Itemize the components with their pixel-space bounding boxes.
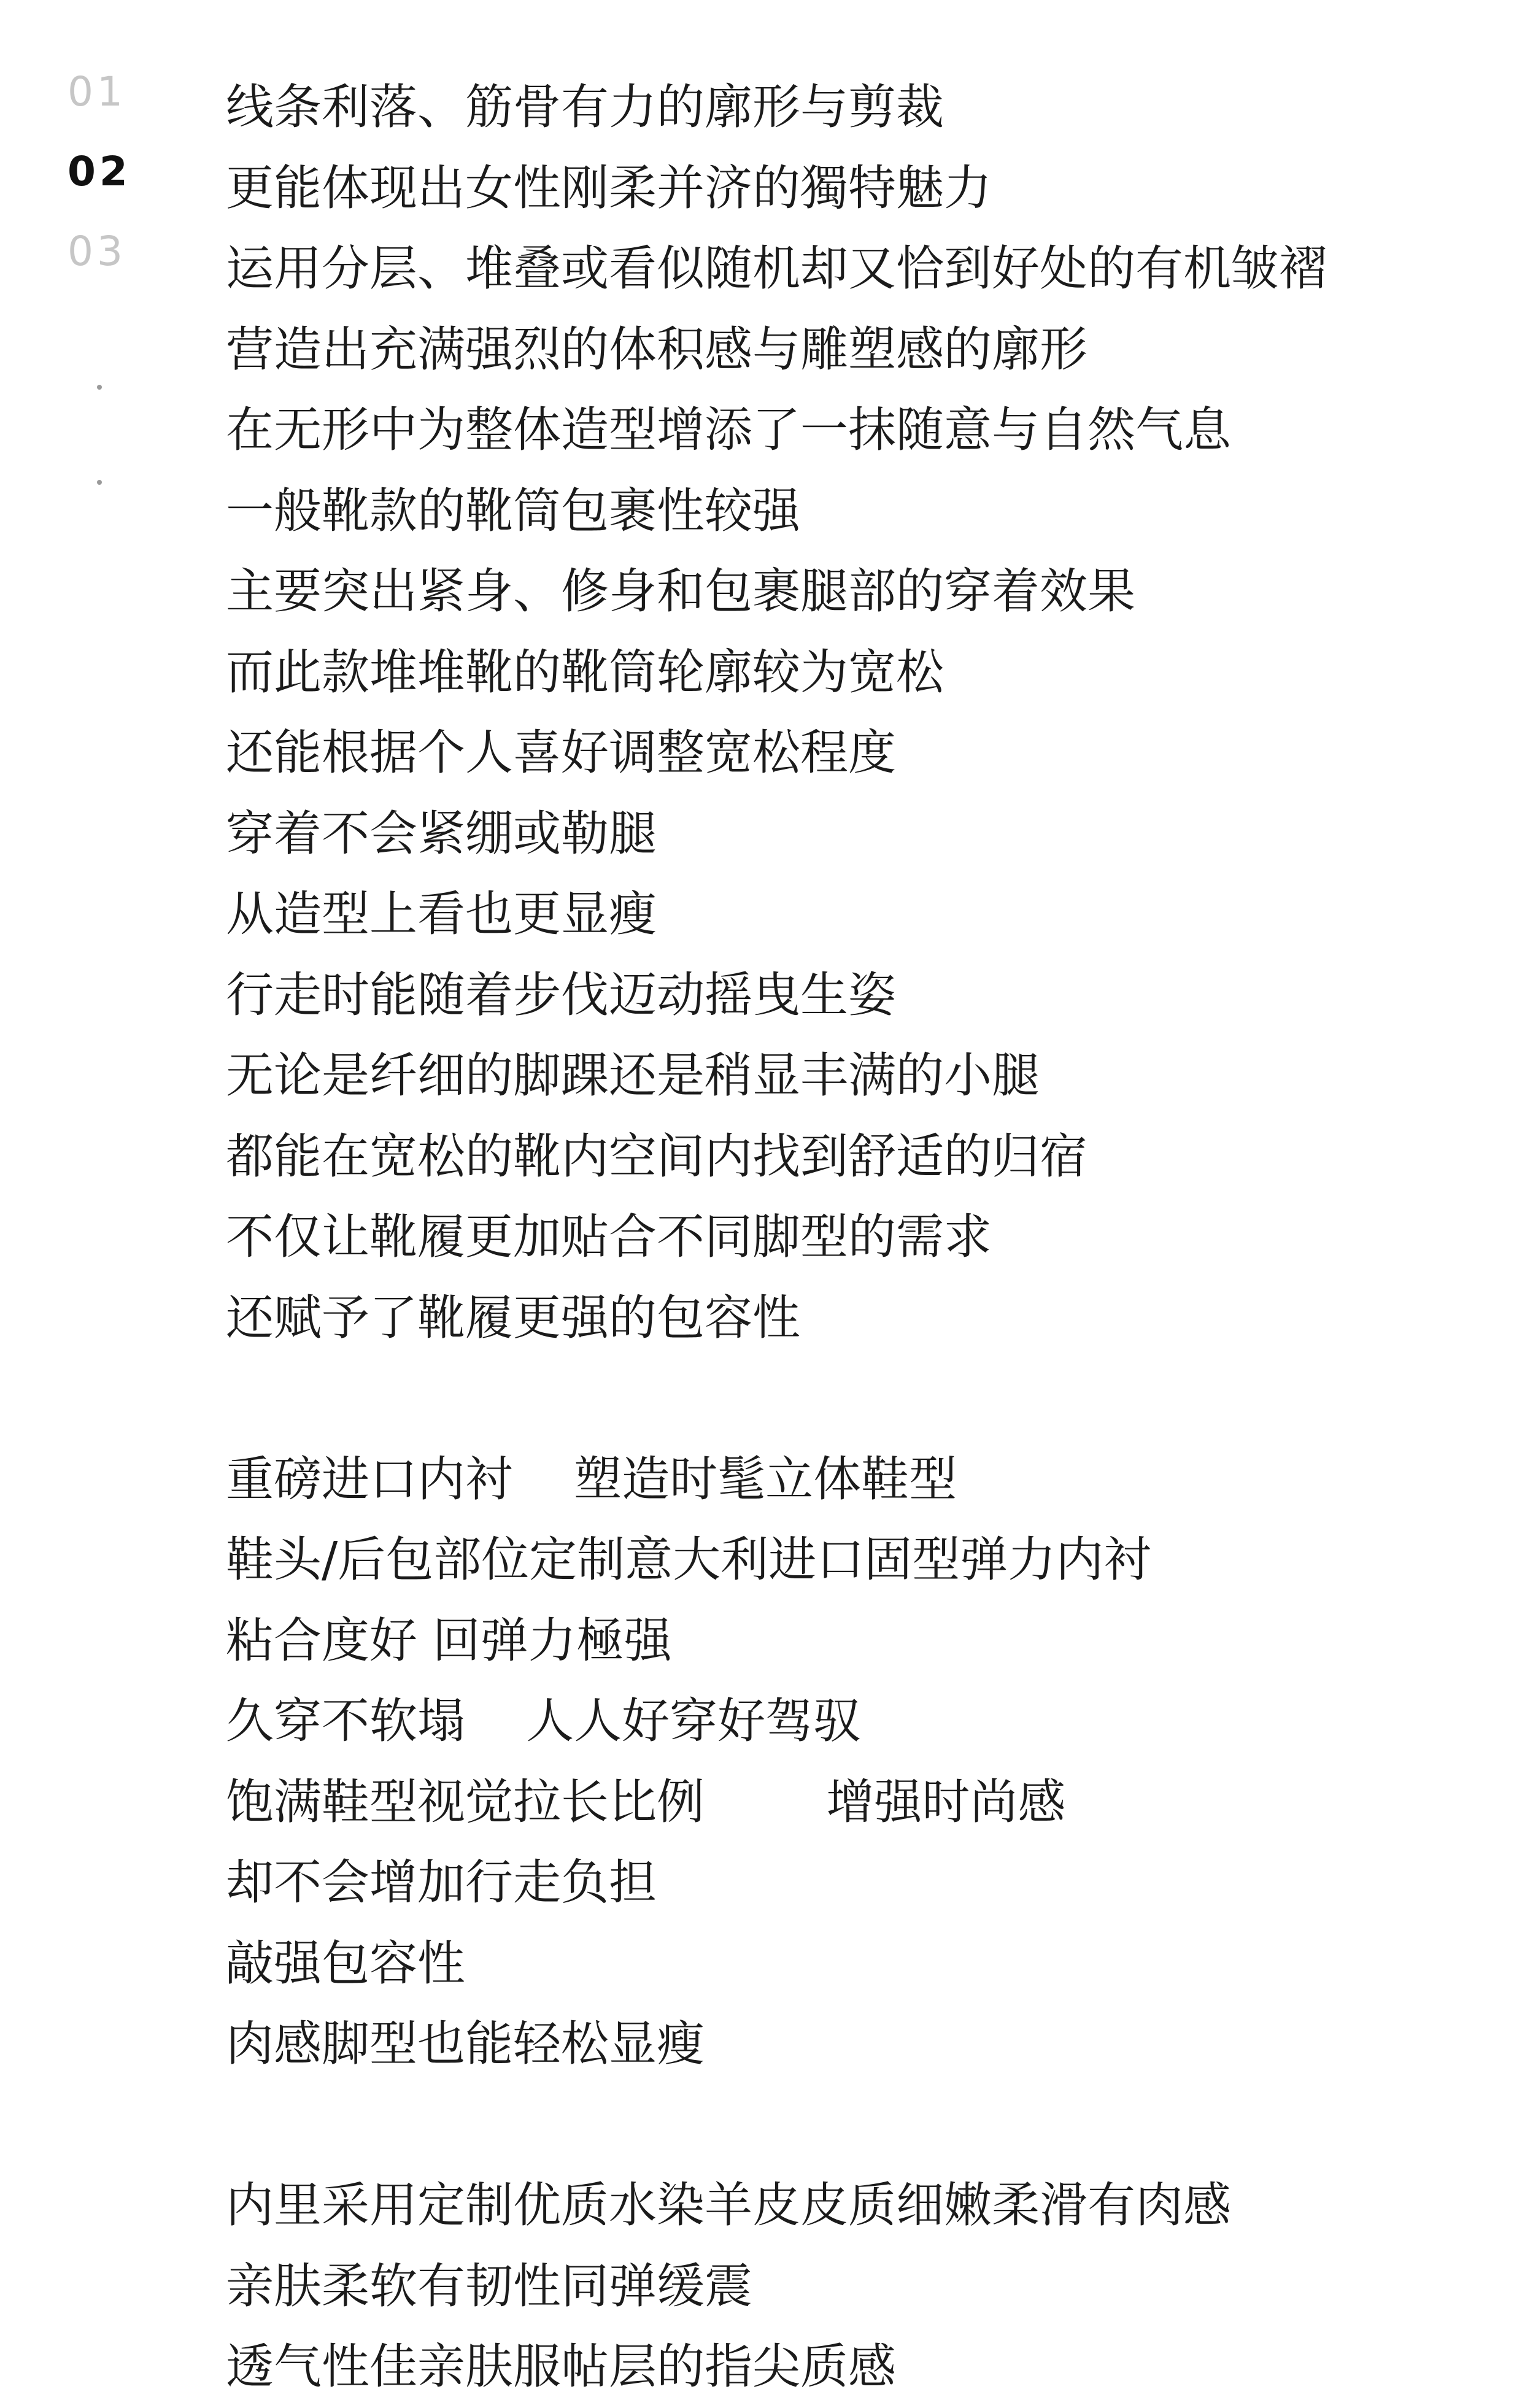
more-indicator-dot [97, 480, 102, 485]
text-line: 饱满鞋型视觉拉长比例 增强时尚感 [226, 1774, 1066, 1830]
text-line: 不仅让靴履更加贴合不同脚型的需求 [226, 1210, 992, 1265]
text-line: 久穿不软塌 人人好穿好驾驭 [226, 1694, 862, 1749]
text-line: 敲强包容性 [226, 1935, 466, 1991]
text-line: 内里采用定制优质水染羊皮皮质细嫩柔滑有肉感 [226, 2178, 1232, 2233]
text-line: 都能在宽松的靴内空间内找到舒适的归宿 [226, 1129, 1088, 1184]
text-line: 从造型上看也更显瘦 [226, 887, 657, 942]
index-marker-03[interactable]: 03 [68, 228, 126, 275]
text-line: 主要突出紧身、修身和包裹腿部的穿着效果 [226, 564, 1136, 619]
text-line: 重磅进口内衬 塑造时髦立体鞋型 [226, 1451, 957, 1507]
text-line: 线条利落、筋骨有力的廓形与剪裁 [226, 80, 944, 135]
text-line: 在无形中为整体造型增添了一抹随意与自然气息 [226, 403, 1232, 458]
paragraph-spacer [226, 2085, 1478, 2166]
text-line: 无论是纤细的脚踝还是稍显丰满的小腿 [226, 1048, 1040, 1103]
text-line: 穿着不会紧绷或勒腿 [226, 806, 657, 862]
text-line: 营造出充满强烈的体积感与雕塑感的廓形 [226, 322, 1088, 377]
text-line: 肉感脚型也能轻松显瘦 [226, 2016, 705, 2072]
paragraph-spacer [226, 1359, 1478, 1440]
more-indicator-dot [97, 385, 102, 390]
text-line: 运用分层、堆叠或看似随机却又恰到好处的有机皱褶 [226, 241, 1327, 296]
text-line: 而此款堆堆靴的靴筒轮廓较为宽松 [226, 644, 944, 700]
text-line: 行走时能随着步伐迈动摇曳生姿 [226, 967, 897, 1023]
text-line: 鞋头/后包部位定制意大利进口固型弹力内衬 [226, 1532, 1152, 1588]
text-line: 还能根据个人喜好调整宽松程度 [226, 725, 897, 781]
text-line: 透气性佳亲肤服帖层的指尖质感 [226, 2339, 897, 2394]
text-line: 却不会增加行走负担 [226, 1855, 657, 1910]
text-line: 亲肤柔软有韧性同弹缓震 [226, 2258, 753, 2314]
text-line: 还赋予了靴履更强的包容性 [226, 1290, 801, 1346]
body-text [226, 68, 1478, 2408]
text-line: 一般靴款的靴筒包裹性较强 [226, 483, 801, 539]
text-line: 粘合度好 回弹力極强 [226, 1613, 672, 1669]
index-marker-01[interactable]: 01 [68, 68, 126, 115]
text-line: 更能体现出女性刚柔并济的獨特魅力 [226, 160, 992, 216]
index-marker-02-active[interactable]: 02 [68, 148, 131, 195]
